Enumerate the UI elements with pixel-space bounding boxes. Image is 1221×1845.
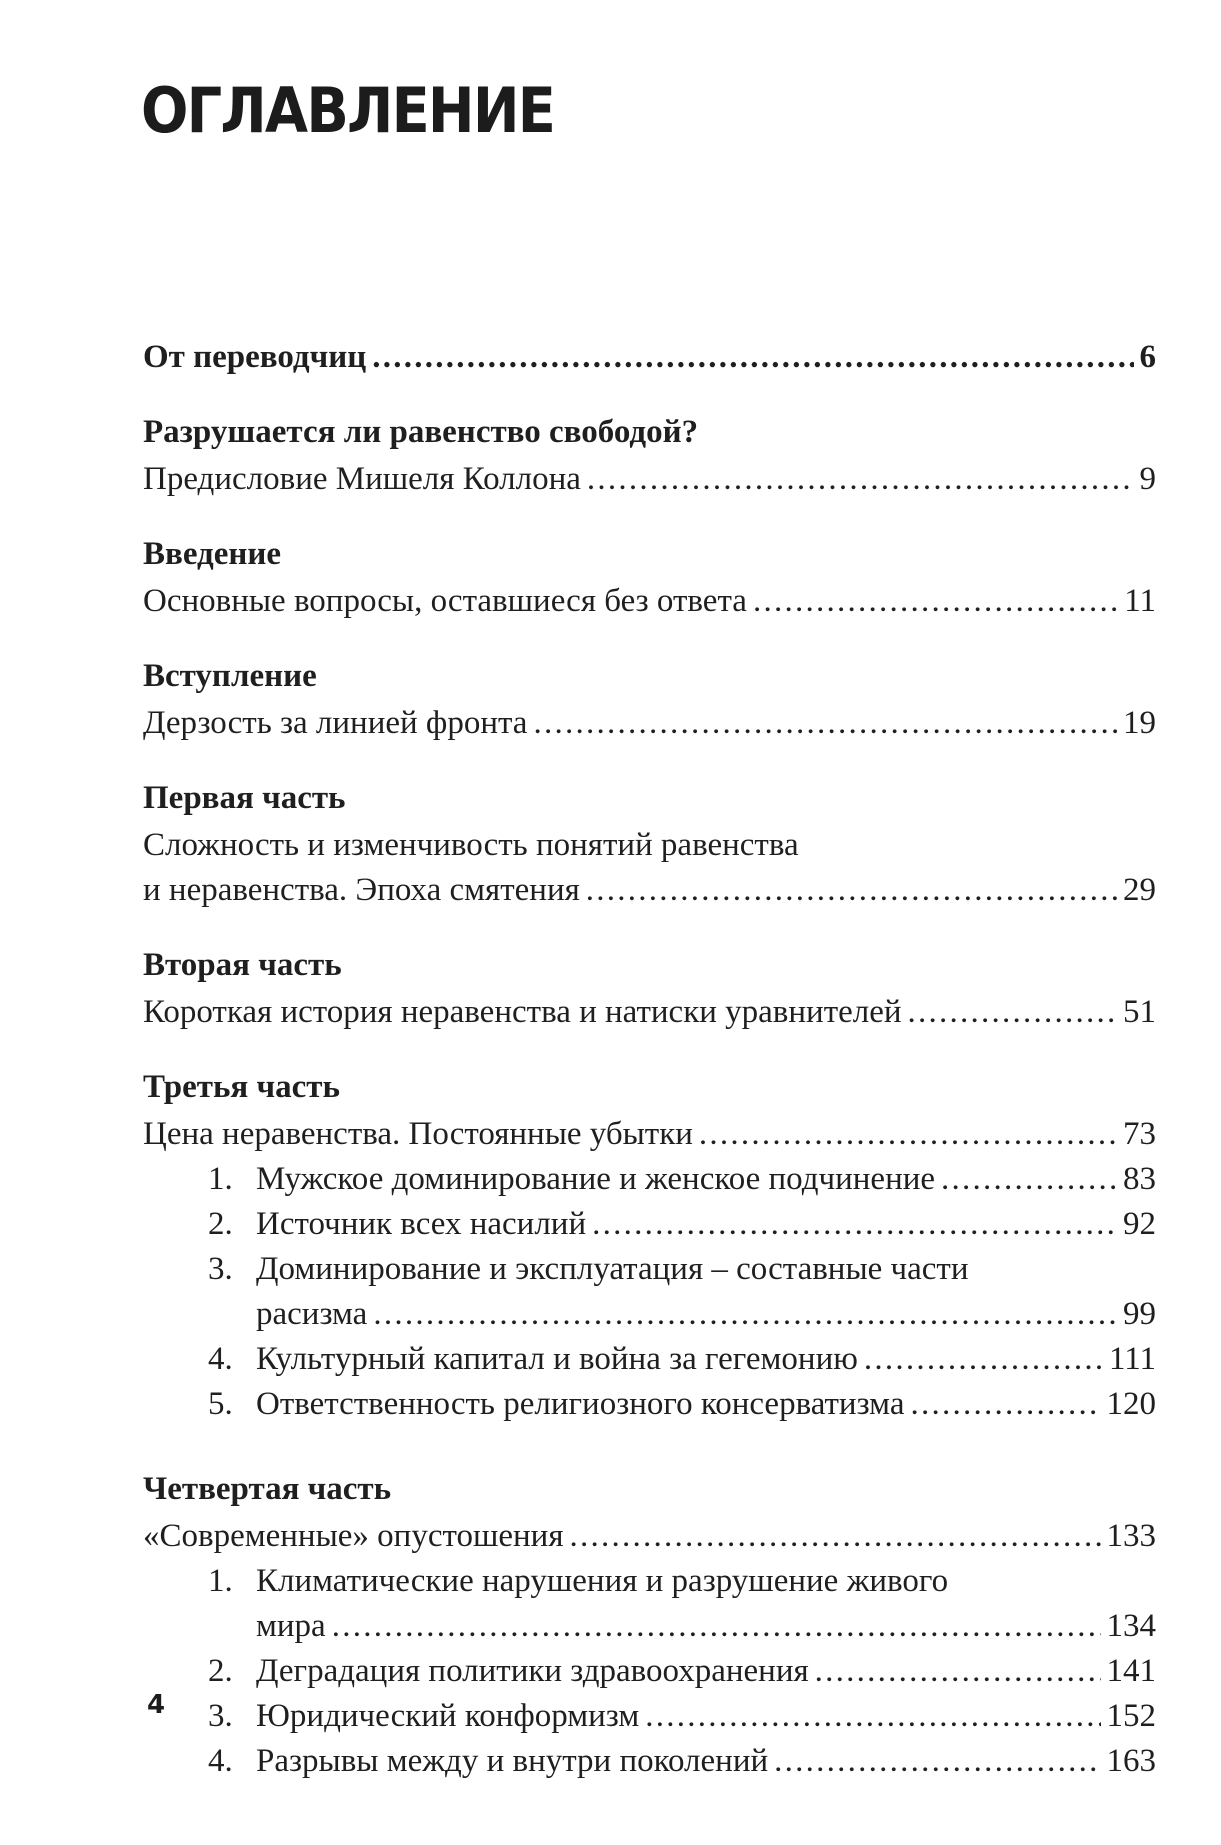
- section-heading: Вторая часть: [143, 947, 342, 983]
- toc-entry[interactable]: [143, 1514, 1156, 1559]
- toc-section-opening: [143, 651, 1156, 746]
- toc-leader-dots: [533, 701, 1117, 746]
- toc-subentry-number: 2.: [208, 1206, 233, 1242]
- toc-entry-page: 134: [1106, 1608, 1156, 1644]
- toc-entry[interactable]: [143, 579, 1156, 624]
- toc-subentry-number: 1.: [208, 1161, 233, 1197]
- toc-subentry-number: 2.: [208, 1653, 233, 1689]
- toc-entry-label: расизма: [256, 1296, 368, 1332]
- toc-entry-label: мира: [256, 1608, 326, 1644]
- toc-entry[interactable]: [143, 868, 1156, 913]
- toc-leader-dots: [815, 1649, 1101, 1694]
- toc-leader-dots: [941, 1157, 1117, 1202]
- toc-leader-dots: [699, 1112, 1117, 1157]
- toc-entry-label: Деградация политики здравоохранения: [256, 1653, 809, 1689]
- toc-subentry[interactable]: [143, 1157, 1156, 1202]
- toc-subentry[interactable]: [143, 1559, 1156, 1649]
- toc-entry[interactable]: [143, 990, 1156, 1035]
- toc-subentry[interactable]: [143, 1382, 1156, 1427]
- toc-entry-page: 163: [1106, 1743, 1156, 1779]
- toc-subentry[interactable]: [143, 1739, 1156, 1784]
- toc-entry-page: 29: [1123, 872, 1156, 908]
- toc-subentries: [143, 1559, 1156, 1784]
- toc-entry-page: 133: [1106, 1518, 1156, 1554]
- section-heading: Введение: [143, 536, 282, 572]
- toc-entry-label: Дерзость за линией фронта: [143, 705, 528, 741]
- toc-leader-dots: [910, 1382, 1100, 1427]
- toc-entry-page: 152: [1106, 1698, 1156, 1734]
- toc-subentry-number: 3.: [208, 1698, 233, 1734]
- toc-subentry[interactable]: [143, 1247, 1156, 1337]
- toc-subentry-number: 4.: [208, 1743, 233, 1779]
- page-title: ОГЛАВЛЕНИЕ: [141, 74, 555, 147]
- toc-entry-page: 92: [1123, 1206, 1156, 1242]
- toc-subentry-number: 3.: [208, 1251, 233, 1287]
- section-heading: Третья часть: [143, 1069, 340, 1105]
- toc-entry-page: 19: [1123, 705, 1156, 741]
- toc-section-part3: [143, 1062, 1156, 1427]
- toc-entry-page: 9: [1139, 461, 1156, 497]
- toc-entry-page: 99: [1123, 1296, 1156, 1332]
- toc-leader-dots: [587, 457, 1134, 502]
- toc-subentry[interactable]: [143, 1337, 1156, 1382]
- toc-entry[interactable]: [143, 1112, 1156, 1157]
- toc-entry-label: Разрывы между и внутри поколений: [256, 1743, 769, 1779]
- toc-subentry-number: 4.: [208, 1341, 233, 1377]
- toc-entry[interactable]: [143, 335, 1156, 380]
- toc-entry-label: Основные вопросы, оставшиеся без ответа: [143, 583, 747, 619]
- toc-section-preface: [143, 407, 1156, 502]
- toc-leader-dots: [908, 990, 1117, 1035]
- toc-entry-page: 6: [1139, 339, 1156, 375]
- toc-leader-dots: [570, 1514, 1101, 1559]
- toc-subentry-number: 5.: [208, 1386, 233, 1422]
- toc-entry-line: Сложность и изменчивость понятий равенства: [143, 827, 799, 863]
- toc-entry-label: Источник всех насилий: [256, 1206, 587, 1242]
- toc-entry-label: «Современные» опустошения: [143, 1518, 564, 1554]
- section-heading: Вступление: [143, 658, 317, 694]
- toc-entry-label: Ответственность религиозного консерватизма: [256, 1386, 905, 1422]
- toc-entry-label: Короткая история неравенства и натиски уравнителей: [143, 994, 902, 1030]
- toc-entry-page: 11: [1124, 583, 1156, 619]
- toc-subentry[interactable]: [143, 1690, 1156, 1739]
- page-number: 4: [147, 1690, 166, 1720]
- toc-entry-label: Цена неравенства. Постоянные убытки: [143, 1116, 693, 1152]
- toc-section-part2: [143, 940, 1156, 1035]
- toc-leader-dots: [586, 868, 1117, 913]
- section-heading: Первая часть: [143, 780, 346, 816]
- toc-leader-dots: [645, 1694, 1100, 1739]
- section-heading: Разрушается ли равенство свободой?: [143, 414, 699, 450]
- toc-leader-dots: [592, 1202, 1117, 1247]
- toc-entry-page: 141: [1106, 1653, 1156, 1689]
- toc-entry-label: Культурный капитал и война за гегемонию: [256, 1341, 858, 1377]
- toc-entry-page: 83: [1123, 1161, 1156, 1197]
- toc-entry-line: Доминирование и эксплуатация – составные части: [256, 1251, 969, 1287]
- section-heading: Четвертая часть: [143, 1471, 392, 1507]
- toc-entry-page: 111: [1108, 1341, 1156, 1377]
- toc-leader-dots: [332, 1604, 1101, 1649]
- toc-subentry[interactable]: [143, 1649, 1156, 1694]
- toc-section-introduction: [143, 529, 1156, 624]
- toc-leader-dots: [373, 1292, 1117, 1337]
- toc-entry-page: 73: [1123, 1116, 1156, 1152]
- toc-entry-page: 51: [1123, 994, 1156, 1030]
- toc-entry-label: Предисловие Мишеля Коллона: [143, 461, 581, 497]
- toc-entry-page: 120: [1106, 1386, 1156, 1422]
- toc-entry-label: Юридический конформизм: [256, 1698, 640, 1734]
- table-of-contents: [143, 335, 1156, 1784]
- toc-leader-dots: [372, 335, 1133, 380]
- toc-leader-dots: [864, 1337, 1103, 1382]
- toc-entry-label: и неравенства. Эпоха смятения: [143, 872, 580, 908]
- toc-subentries: [143, 1157, 1156, 1427]
- toc-entry[interactable]: [143, 457, 1156, 502]
- toc-leader-dots: [774, 1739, 1100, 1784]
- toc-section-part4: [143, 1464, 1156, 1784]
- toc-section-translators: [143, 335, 1156, 380]
- toc-leader-dots: [753, 579, 1118, 624]
- toc-entry[interactable]: [143, 701, 1156, 746]
- toc-subentry-number: 1.: [208, 1563, 233, 1599]
- toc-subentry[interactable]: [143, 1202, 1156, 1247]
- toc-section-part1: [143, 773, 1156, 913]
- toc-entry-line: Климатические нарушения и разрушение живого: [256, 1563, 949, 1599]
- toc-entry-label: Мужское доминирование и женское подчинение: [256, 1161, 936, 1197]
- toc-entry-label: От переводчиц: [143, 339, 367, 375]
